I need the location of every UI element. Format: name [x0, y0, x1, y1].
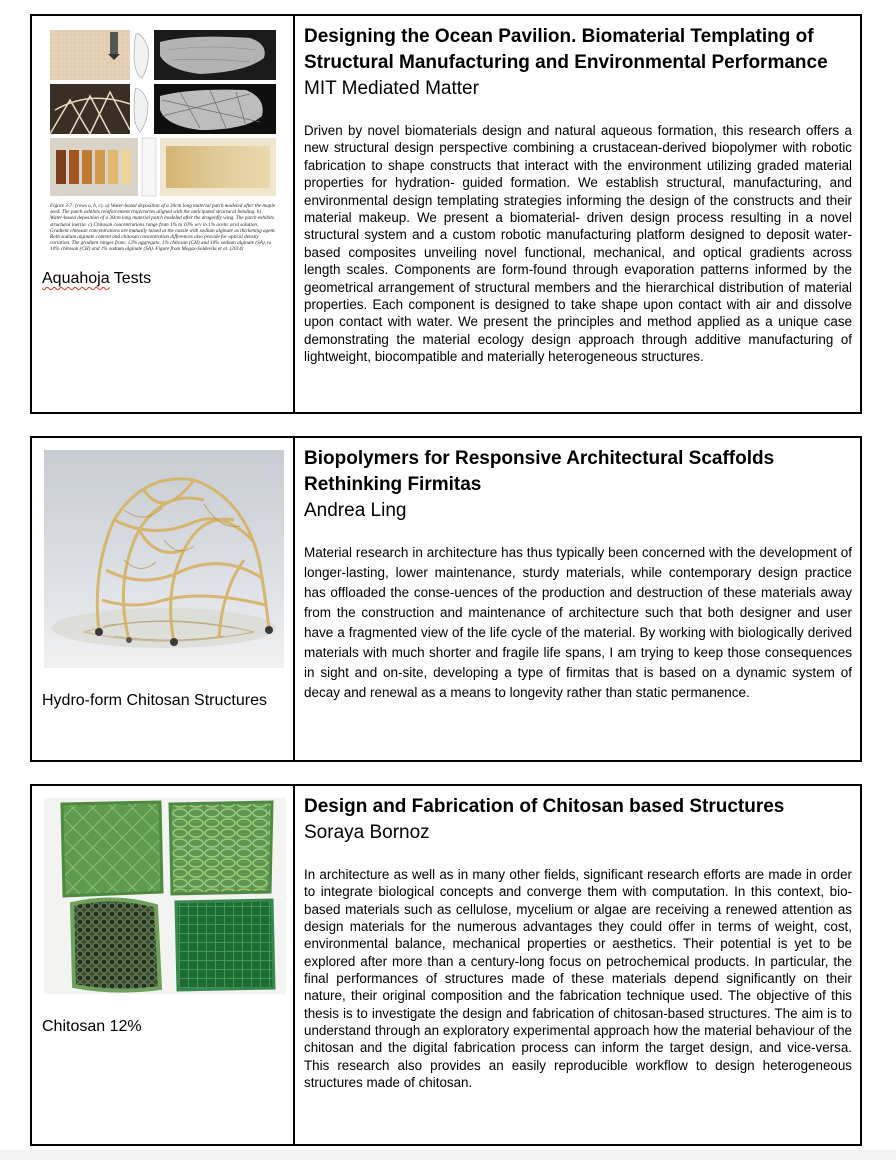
page-bottom-edge: [0, 1150, 896, 1160]
card-image-column: [32, 438, 295, 760]
card-abstract: Material research in architecture has thus typically been concerned with the development of longer-lasting, lower maintenance, sturdy materials, while contemporary design practice has offloaded the conse-uences of the production and destruction of these materials away from the construction and maintenance of architecture such that both designer and user have a fragmented view of the life cycle of the material. By working with biologically derived materials with much shorter and fragile life spans, I am trying to keep those consequences in sight and on-site, developing a type of firmitas that is based on a dynamic system of decay and renewal as a means to longevity rather than static permanence.: [304, 545, 852, 700]
card-image-column: [32, 16, 295, 412]
card-caption: Chitosan 12%: [42, 1018, 142, 1035]
card-author: MIT Mediated Matter: [304, 78, 479, 99]
chitosan-scaffold-photo: [44, 450, 284, 668]
card-text-column: [295, 786, 860, 1144]
research-card-chitosan-structures: [30, 784, 862, 1146]
card-caption: [42, 269, 151, 289]
card-abstract: Driven by novel biomaterials design and natural aqueous formation, this research offers a new structural design perspective combining a crustacean-derived biopolymer with robotic fabrication to shape constructs that interact with the environment utilizing graded material properties for hydration- guided formation. We establish structural, manufacturing, and environmental design templating strategies informing the design of the constructs and their material makeup. We present a biomaterial- driven design process resulting in a novel structural system and a custom robotic manufacturing platform designed to deposit water-based composites unveiling novel functional, mechanical, and optical gradients across length scales. Components are form-found through evaporation patterns informed by the geometrical arrangement of structural members and the hierarchical distribution of material properties. Each component is designed to take shape upon contact with air and dissolve upon contact with water. We present the principles and method applied as a unique case demonstrating the material ecology design approach through additive manufacturing of lightweight, biocompatible and materially heterogeneous structures.: [304, 123, 852, 365]
research-card-biopolymers: [30, 436, 862, 762]
card-title: Biopolymers for Responsive Architectural Scaffolds Rethinking Firmitas: [304, 448, 775, 495]
card-title: Designing the Ocean Pavilion. Biomaterial Templating of Structural Manufacturing and Environmental Performance: [304, 26, 828, 73]
caption-rest: Tests: [109, 270, 152, 287]
card-text-column: [295, 438, 860, 760]
aquahoja-figure: [50, 30, 276, 253]
card-title: Design and Fabrication of Chitosan based Structures: [304, 796, 785, 817]
card-text-column: [295, 16, 860, 412]
aquahoja-figure-image: [50, 30, 276, 198]
card-image-column: [32, 786, 295, 1144]
figure-caption-text: Figure 3-7: (rows a, b, c). a) Water-based deposition of a 30cm long material patch modeled after the maple seed. The patch exhibits reinforcement trajectories aligned with the anticipated structural bending. b) Water-based deposition of a 30cm long material patch modeled after the dragonfly wing. The patch exhibits structural inertia. c) Chitosan concentrations range from 1% to 10% w/v in 1% acetic acid solution. Gradient chitosan concentrations are mutually mixed at the nozzle with sodium alginate as thickening agent. Both sodium alginate content and chitosan concentration differences also provide for optical density variation. The gradient ranges from: 12% aggregate, 1% chitosan (CH) and 10% sodium alginate (SA), to 10% chitosan (CH) and 1% sodium alginate (SA). Figure from Mogas-Soldevila et al. (2014): [50, 203, 276, 253]
caption-misspelled-word: Aquahoja: [42, 270, 110, 287]
chitosan-panels-image: [44, 798, 286, 994]
card-caption: Hydro-form Chitosan Structures: [42, 692, 267, 709]
chitosan-scaffold-image: [44, 450, 284, 668]
chitosan-panels-photo: [44, 798, 286, 994]
research-card-ocean-pavilion: [30, 14, 862, 414]
card-abstract: In architecture as well as in many other fields, significant research efforts are made in order to integrate biological concepts and converge them with computation. In this context, bio-based materials such as cellulose, mycelium or algae are receiving a renewed attention as design materials for the numerous advantages they could offer in terms of weight, cost, environmental balance, mechanical properties or aesthetics. Their potential is yet to be explored after more than a century-long focus on petrochemical products. In particular, the final performances of structures made of these materials depend significantly on their nature, their original composition and the fabrication technique used. The objective of this thesis is to investigate the design and fabrication of chitosan-based structures. The aim is to understand through an exploratory experimental approach how the material behaviour of the chitosan and the digital fabrication process can inform the target design, and vice-versa. This research also provides an easily reproducible workflow to design heterogeneous structures made of chitosan.: [304, 867, 852, 1091]
card-author: Soraya Bornoz: [304, 822, 430, 843]
card-author: Andrea Ling: [304, 500, 407, 521]
